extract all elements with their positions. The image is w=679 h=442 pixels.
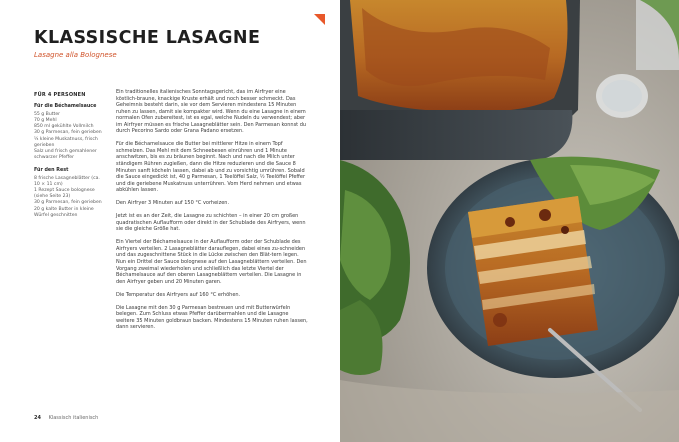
method-paragraph: Den Airfryer 3 Minuten auf 150 °C vorheizen. — [116, 200, 230, 207]
page-number: 24 — [34, 415, 41, 421]
ingredient-group-title: Für die Béchamelsauce — [34, 104, 97, 110]
ingredient-item: 55 g Butter — [34, 112, 61, 118]
method-paragraph: Jetzt ist es an der Zeit, die Lasagne zu schichten – in einer 20 cm großen quadratischen Auflaufform oder direkt in der Schublade des Airfryers, wenn sie die gleiche Größe hat. — [116, 213, 306, 233]
method-text — [116, 89, 308, 337]
method-paragraph: Die Lasagne mit den 30 g Parmesan bestreuen und mit Butterwürfeln belegen. Zum Schluss etwas Pfeffer darübermahlen und die Lasagne weitere 35 Minuten goldbraun backen. Mindestens 15 Minuten ruhen lassen, dann servieren. — [116, 304, 308, 331]
ingredients-column — [34, 92, 104, 219]
ingredient-item: Salz und frisch gemahlener schwarzer Pfeffer — [34, 148, 97, 160]
servings-heading: FÜR 4 PERSONEN — [34, 92, 86, 98]
ingredient-item: 20 g kalte Butter in kleine Würfel geschnitten — [34, 206, 94, 218]
ingredient-item: ¼ kleine Muskatnuss, frisch gerieben — [34, 136, 98, 148]
recipe-subtitle: Lasagne alla Bolognese — [34, 51, 117, 59]
ingredient-group-title: Für den Rest — [34, 167, 69, 173]
recipe-title: KLASSISCHE LASAGNE — [34, 28, 261, 48]
ingredient-item: 8 frische Lasagneblätter (ca. 10 × 11 cm) — [34, 176, 100, 188]
section-name: Klassisch italienisch — [48, 415, 99, 421]
food-photo-illustration — [340, 0, 679, 442]
corner-triangle-icon — [314, 14, 325, 25]
ingredient-item: 30 g Parmesan, fein gerieben — [34, 200, 102, 206]
lasagne-photo — [340, 0, 679, 442]
method-paragraph: Ein Viertel der Béchamelsauce in der Auflaufform oder der Schublade des Airfryers verteilen. 2 Lasagneblätter darauflegen, dabei eines zu-schneiden und das zugeschnittene Stück in die Lücke zwischen den Blät-tern legen. Nun ein Drittel der Sauce bolognese auf den Lasagneblättern verteilen. Den Vorgang zweimal wiederholen und schließlich das letzte Viertel der Béchamelsauce auf den oberen Lasagneblättern verteilen. Die Lasagne in den Airfryer geben und 20 Minuten garen. — [116, 239, 307, 285]
ingredient-item: 70 g Mehl — [34, 118, 57, 124]
method-paragraph: Für die Béchamelsauce die Butter bei mittlerer Hitze in einem Topf schmelzen. Das Mehl mit dem Schneebesen einrühren und 1 Minute anschwitzen, bis es zu bräunen beginnt. Nach und nach die Milch unter ständigem Rühren zugießen, dann die Hitze reduzieren und die Sauce 8 Minuten sanft köcheln lassen, dabei ab und zu vorsichtig umrühren. Sobald die Sauce eingedickt ist, 40 g Parmesan, 1 Teelöffel Salz, ½ Teelöffel Pfeffer und die geriebene Muskatnuss unterrühren. Vom Herd nehmen und etwas abkühlen lassen. — [116, 141, 305, 194]
page-footer — [34, 415, 98, 421]
ingredient-item: 30 g Parmesan, fein gerieben — [34, 130, 102, 136]
method-paragraph: Die Temperatur des Airfryers auf 160 °C erhöhen. — [116, 291, 241, 298]
ingredient-item: 850 ml gekühlte Vollmilch — [34, 124, 94, 130]
intro-paragraph: Ein traditionelles italienisches Sonntagsgericht, das im Airfryer eine köstlich-braune, knackige Kruste erhält und noch besser schmeckt. Das Geheimnis besteht darin, sie vor dem Servieren mindestens 15 Minuten ruhen zu lassen, damit sie kompakter wird. Wenn du eine Lasagne in einem normalen Ofen zubereitest, ist es egal, welche Nudeln du verwendest; aber im Airfryer müssen es frische Lasagneblätter sein. Den Parmesan konnst du durch Pecorino Sardo oder Grana Padano ersetzen. — [116, 89, 307, 135]
ingredient-item: 1 Rezept Sauce bolognese (siehe Seite 23) — [34, 188, 95, 200]
